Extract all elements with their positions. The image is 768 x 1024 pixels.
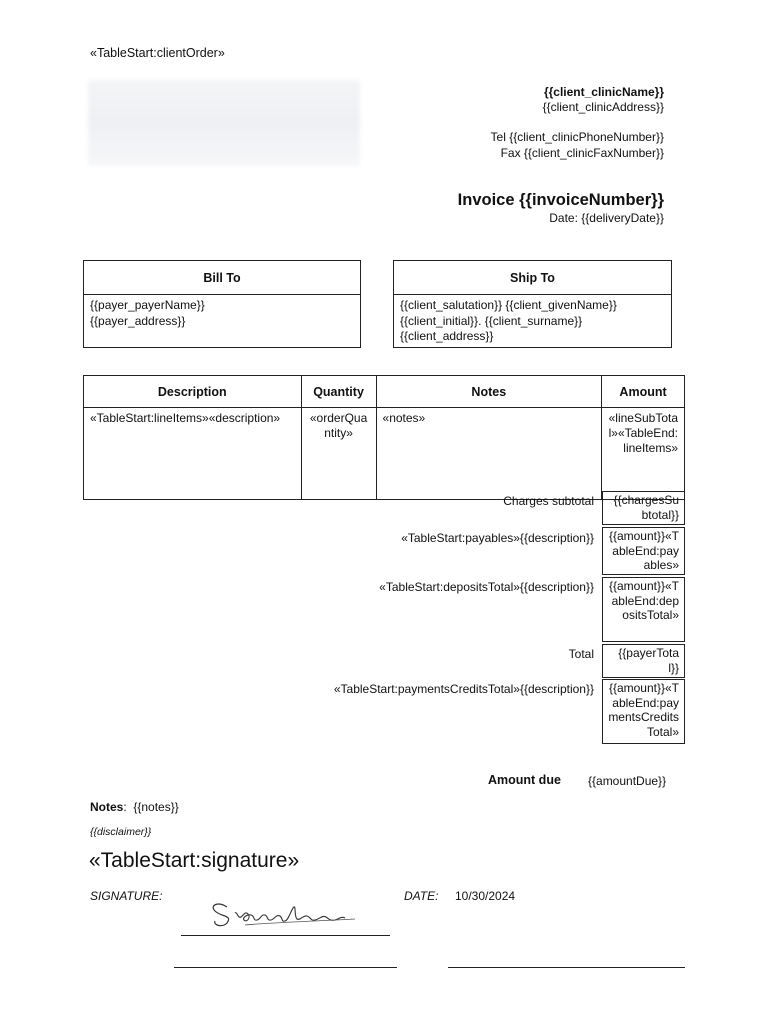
clinic-fax: Fax {{client_clinicFaxNumber}} [500,146,664,160]
column-header-quantity: Quantity [301,376,376,408]
cell-description: «TableStart:lineItems»«description» [84,408,302,500]
bill-to-box [83,260,361,348]
column-header-amount: Amount [602,376,685,408]
summary-value-payments-credits: {{amount}}«TableEnd:paymentsCreditsTotal» [602,679,685,744]
column-header-description: Description [84,376,302,408]
ship-to-box [393,260,672,348]
summary-value-charges-subtotal: {{chargesSubtotal}} [602,491,685,525]
blurred-logo-area [88,80,360,166]
summary-label-deposits: «TableStart:depositsTotal»{{description}} [379,580,594,594]
table-start-signature: «TableStart:signature» [89,849,300,872]
summary-value-total: {{payerTotal}} [602,644,685,678]
clinic-name: {{client_clinicName}} [543,85,664,99]
payer-address: {{payer_address}} [90,313,186,328]
clinic-phone: Tel {{client_clinicPhoneNumber}} [490,130,664,144]
cell-amount: «lineSubTotal»«TableEnd:lineItems» [602,408,685,500]
notes-value: {{notes}} [133,800,179,814]
date-line [448,967,685,968]
signature-label: SIGNATURE: [90,889,163,903]
invoice-title: Invoice {{invoiceNumber}} [457,191,664,209]
date-value: 10/30/2024 [455,889,516,903]
notes-label: Notes [90,800,124,814]
summary-value-deposits: {{amount}}«TableEnd:depositsTotal» [602,577,685,642]
client-address: {{client_address}} [400,329,494,343]
amount-due-label: Amount due [488,773,561,787]
clinic-address: {{client_clinicAddress}} [542,100,664,114]
signature-underline [181,935,390,936]
invoice-date: Date: {{deliveryDate}} [549,211,664,225]
table-start-client-order: «TableStart:clientOrder» [90,46,225,60]
summary-value-payables: {{amount}}«TableEnd:payables» [602,527,685,575]
summary-label-total: Total [568,647,594,661]
amount-due-value: {{amountDue}} [588,774,667,788]
summary-label-payables: «TableStart:payables»{{description}} [401,531,594,545]
client-initial-line: {{client_initial}}. {{client_surname}} [400,313,583,328]
disclaimer: {{disclaimer}} [90,826,152,838]
client-name-line: {{client_salutation}} {{client_givenName}} [400,298,617,312]
signature-line [174,967,397,968]
line-items-table [83,375,685,500]
notes-line: Notes: {{notes}} [90,800,179,814]
column-header-notes: Notes [376,376,602,408]
bill-to-title: Bill To [84,261,360,295]
summary-label-payments-credits: «TableStart:paymentsCreditsTotal»{{description}} [333,682,594,696]
ship-to-title: Ship To [394,261,671,295]
payer-name: {{payer_payerName}} [90,298,205,312]
signature-image [205,895,375,931]
table-row [84,408,685,500]
cell-quantity: «orderQuantity» [301,408,376,500]
table-header-row [84,376,685,408]
date-label: DATE: [404,889,439,903]
summary-label-charges-subtotal: Charges subtotal [503,494,594,508]
cell-notes: «notes» [376,408,602,500]
